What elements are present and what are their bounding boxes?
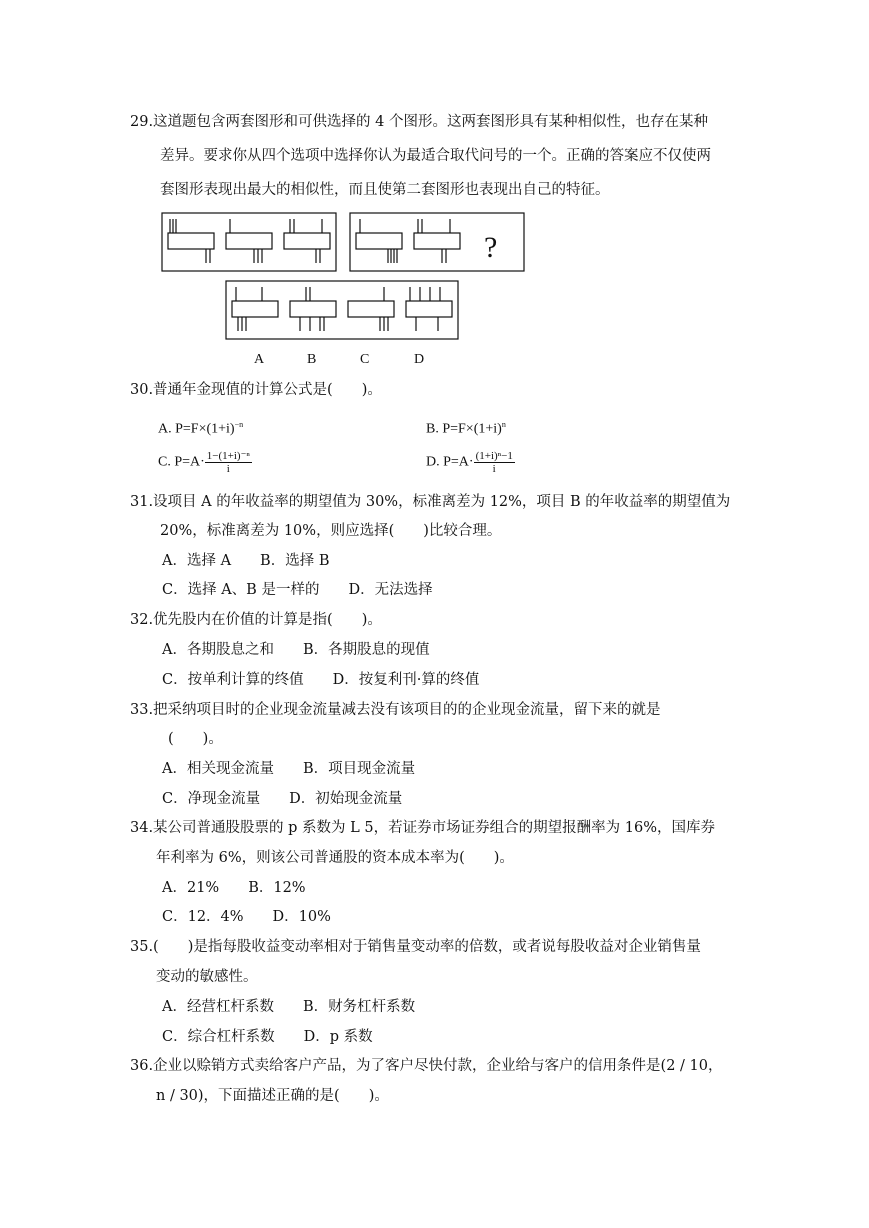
q29-set2-shape1 [356,219,402,263]
q34-options-ab: A．21% B．12% [162,880,306,896]
q29-line3: 套图形表现出最大的相似性，而且使第二套图形也表现出自己的特征。 [160,182,610,198]
q29-option-b-shape [290,287,336,331]
q30-option-a [158,416,243,439]
q29-set1-shape2 [226,219,272,263]
q30-stem: 30.普通年金现值的计算公式是( )。 [130,382,382,398]
q29-label-d: D [414,352,425,367]
q32-options-cd: C．按单利计算的终值 D．按复利刊·算的终值 [162,672,480,688]
q30-b-text: B. P=F×(1+i) [426,421,502,437]
q30-c-text: C. P=A· [158,454,205,470]
q29-set2-frame [350,213,524,271]
q29-line2: 差异。要求你从四个选项中选择你认为最适合取代问号的一个。正确的答案应不仅使两 [160,148,711,164]
q30-a-exp: −n [234,420,244,429]
q36-line1: 36.企业以赊销方式卖给客户产品，为了客户尽快付款，企业给与客户的信用条件是(2 / 10， [130,1058,723,1074]
q29-option-d-shape [406,287,452,331]
q30-c-fraction [205,450,252,475]
q30-d-numerator: (1+i)ⁿ−1 [475,450,513,462]
q29-set1-shape3 [284,219,330,263]
q34-line1: 34.某公司普通股股票的 p 系数为 L 5，若证券市场证券组合的期望报酬率为 16%，国库券 [130,820,715,836]
q30-d-denominator: i [492,463,496,475]
q35-options-ab: A．经营杠杆系数 B．财务杠杆系数 [162,999,416,1015]
q31-options-cd: C．选择 A、B 是一样的 D．无法选择 [162,582,433,598]
q29-figure [150,205,540,345]
q29-set2-shape2 [414,219,460,263]
q30-d-fraction [474,450,515,475]
q29-options-frame [226,281,458,339]
q30-a-text: A. P=F×(1+i) [158,421,235,437]
q34-line2: 年利率为 6%，则该公司普通股的资本成本率为( )。 [156,850,514,866]
q29-set1-frame [162,213,336,271]
q30-option-c [158,450,252,475]
q29-set1-shape1 [168,219,214,263]
q33-options-ab: A．相关现金流量 B．项目现金流量 [162,761,416,777]
q30-option-b [426,416,506,439]
q35-options-cd: C．综合杠杆系数 D．p 系数 [162,1029,373,1045]
q36-line2: n / 30)，下面描述正确的是( )。 [156,1088,389,1104]
q30-c-denominator: i [226,463,230,475]
q31-line2: 20%，标准离差为 10%，则应选择( )比较合理。 [160,523,502,539]
q32-stem: 32.优先股内在价值的计算是指( )。 [130,612,382,628]
q29-option-c-shape [348,287,394,331]
q35-line1: 35.( )是指每股收益变动率相对于销售量变动率的倍数，或者说每股收益对企业销售量 [130,939,701,955]
q31-options-ab: A．选择 A B．选择 B [162,553,330,569]
q31-line1: 31.设项目 A 的年收益率的期望值为 30%，标准离差为 12%，项目 B 的年收益率的期望值为 [130,494,731,510]
q29-label-a: A [254,352,265,367]
q29-label-c: C [360,352,370,367]
q34-options-cd: C．12．4% D．10% [162,909,331,925]
q30-d-text: D. P=A· [426,454,474,470]
q29-label-b: B [307,352,317,367]
q30-b-exp: n [501,420,506,429]
q30-option-d [426,450,515,475]
q33-line2: ( )。 [168,731,223,747]
q33-options-cd: C．净现金流量 D．初始现金流量 [162,791,403,807]
q30-c-numerator: 1−(1+i)⁻ⁿ [206,450,250,462]
q29-option-a-shape [232,287,278,331]
q35-line2: 变动的敏感性。 [156,969,258,985]
q29-question-mark: ? [484,231,498,264]
q33-line1: 33.把采纳项目时的企业现金流量减去没有该项目的的企业现金流量，留下来的就是 [130,702,661,718]
q32-options-ab: A．各期股息之和 B．各期股息的现值 [162,642,430,658]
q29-line1: 29.这道题包含两套图形和可供选择的 4 个图形。这两套图形具有某种相似性，也存在某种 [130,114,708,130]
